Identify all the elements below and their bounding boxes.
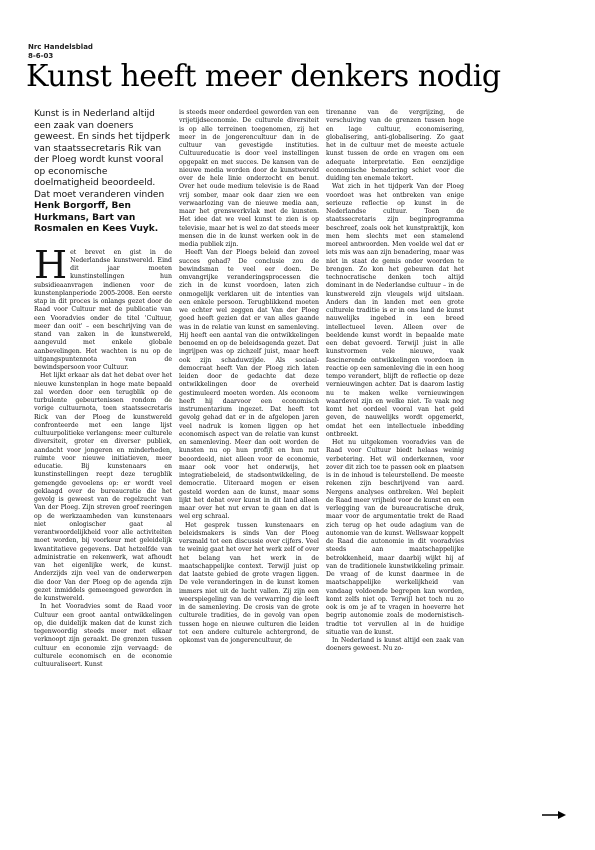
paragraph: In het Vooradvies somt de Raad voor Cultuur een groot aantal ontwikkelingen op, die duidelijk maken dat de kunst zich tegenwoordig steeds meer met elkaar verknoopt zijn geraakt. De grenzen tussen cultuur en economie zijn vervaagd: de culturele economisch en de economie cultuuraliseert. Kunst	[34, 603, 172, 668]
paragraph: Het nu uitgekomen vooradvies van de Raad voor Cultuur biedt helaas weinig verbetering. Het wil onderkennen, voor zover dit zich toe te passen ook en plaatsen is in de inhoud is teleurstellend. De meeste rekenen zijn beschrijvend van aard. Nergens analyses ontbreken. Wel bepleit de Raad meer vrijheid voor de kunst en een verlegging van de bureaucratische druk, maar voor de argumentatie trekt de Raad zich terug op het oude adagium van de autonomie van de kunst. Wellswaar koppelt de Raad die autonomie in dit vooradvies steeds aan maatschappelijke betrokkenheid, maar daarbij wijkt hij af van de traditionele kunstwikkeling primair. De vraag of de kunst daarmee in de maatschappelijke werkelijkheid van vandaag voldoende begrepen kan worden, komt zelfs niet op. Terwijl het toch nu zo ook is om je af te vragen in hoeverre het begrip autonomie zoals de modernistisch-tradtie tot vervullen al in de huidige situatie van de kunst.	[326, 439, 464, 636]
intro-authors: Henk Borgorff, Ben Hurkmans, Bart van Rosmalen en Kees Vuyk.	[34, 201, 159, 234]
intro-body: Kunst is in Nederland altijd een zaak van doeners geweest. En sinds het tijdperk van staatssecretaris Rik van der Ploeg wordt kunst vooral op economische doelmatigheid beoordeeld. Dat moet veranderen vinden	[34, 109, 171, 200]
publication-name: Nrc Handelsblad	[28, 43, 93, 51]
publication-date: 8-6-03	[28, 52, 54, 60]
headline: Kunst heeft meer denkers nodig	[26, 59, 501, 94]
paragraph: Wat zich in het tijdperk Van der Ploeg voordoet was het ontbreken van enige serieuze reflectie op kunst in de Nederlandse cultuur. Toen de staatssecretaris zijn beginprogramma beschreef, zoals ook het kunstpraktijk, kon men hem slechts met een stamelend moreel antwoorden. Men voelde wel dat er iets mis was aan zijn benadering, maar was niet in staat de gemis onder woorden te brengen. Zo kon het gebeuren dat het technocratische denken toch altijd dominant in de Nederlandse cultuur – in de kunstwereld zijn vleugels wijd uitslaan. Anders dan in landen met een grote culturele traditie is er in ons land de kunst nauwelijks ingebed in een breed intellectueel leven. Alleen over de beeldende kunst wordt in bepaalde mate een debat gevoerd. Terwijl juist in alle kunstvormen vele nieuwe, vaak fascinerende ontwikkelingen voordoen in reactie op een samenleving die in een hoog tempo verandert, blijft de reflectie op deze vernieuwingen achter. Dat is daarom lastig nu te maken welke vernieuwingen waardevol zijn en welke niet. Te vaak nog komt het oordeel vooral van het geld geven, de nauwelijks wordt opgemerkt, omdat het een intellectuele inbedding ontbreekt.	[326, 183, 464, 438]
intro-text	[34, 109, 172, 236]
paragraph: Heeft Van der Ploegs beleid dan zoveel succes gehad? De conclusie zou de bewindsman te veel eer doen. De omvangrijke veranderingsprocessen die zich in de kunst voordoen, laten zich onmogelijk verklaren uit de intenties van een enkele persoon. Terugblikkend moeten we echter wel zeggen dat Van der Ploeg goed heeft gezien dat er van alles gaande was in de relatie van kunst en samenleving. Hij heeft een aantal van die ontwikkelingen benoemd en op de beleidsagenda gezet. Dat ingrijpen was op zichzelf juist, maar heeft ook zijn schaduwzijde. Als sociaal-democraat heeft Van der Ploeg zich laten leiden door de gedachte dat deze ontwikkelingen door de overheid gestimuleerd moeten worden. Als econoom heeft hij daarvoor een economisch instrumentarium ingezet. Dat heeft tot gevolg gehad dat er in de afgelopen jaren veel nadruk is komen liggen op het economisch aspect van de relatie van kunst en samenleving. Meer dan ooit worden de kunsten nu op hun profijt en hun nut beoordeeld, niet alleen voor de economie, maar ook voor het onderwijs, het integratiebeleid, de stadsontwikkeling, de democratie. Uiteraard mogen er eisen gesteld worden aan de kunst, maar soms lijkt het debat over kunst in dit land alleen maar over het nut ervan te gaan en dat is wel erg schraal.	[179, 249, 319, 521]
lead-paragraph	[34, 242, 172, 373]
paragraph: Het gesprek tussen kunstenaars en beleidsmakers is sinds Van der Ploeg versmald tot een discussie over cijfers. Veel te weinig gaat het over het werk zelf of over het belang van het werk in de maatschappelijke context. Terwijl juist op dat laatste gebied de grote vragen liggen. De vele veranderingen in de kunst komen immers niet uit de lucht vallen. Zij zijn een weerspiegeling van de verwarring die leeft in de samenleving. De crosis van de grote culturele tradities, de in gevolg van open tussen hoge en nieuwe culturen die leiden tot een andere culturele achtergrond, de opkomst van de jongerencultuur, de	[179, 521, 319, 644]
paragraph: In Nederland is kunst altijd een zaak van doeners geweest. Nu zo-	[326, 637, 464, 653]
article-column-1	[34, 109, 172, 841]
paragraph-text: et brevet en gist in de Nederlandse kunstwereld. Eind dit jaar moeten kunstinstellingen hun subsidieaanvragen indienen voor de kunstenplanperiode 2005-2008. Een eerste stap in dit proces is onlangs gezet door de Raad voor Cultuur met de publicatie van een Vooradvies onder de titel 'Cultuur, meer dan ooit' – een beschrijving van de stand van zaken in de kunstwereld, aangevuld met enkele globale aanbevelingen. Het wachten is nu op de uitgangspuntennota van de bewindspersoon voor Cultuur.	[34, 248, 172, 371]
paragraph: Het lijkt erkaar als dat het debat over het nieuwe kunstenplan in hoge mate bepaald zal worden door een terugblik op de turbulente gebeurtenissen rondom de vorige cultuurnota, toen staatssecretaris Rick van der Ploeg de kunstwereld confronteerde met een lange lijst cultuurpolitieke verlangens: meer culturele diversiteit, groter en diverser publiek, aandacht voor jongeren en minderheden, ruimte voor nieuwe initiatieven, meer educatie. Bij kunstenaars en kunstinstellingen reept deze terugblik gemengde gevoelens op: er wordt veel geklaagd over de bureaucratie die het gevolg is geweest van de regelzucht van Van der Ploeg. Zijn streven groef reeringen op de werkzaamheden van kunstenaars niet onlogischer gaat al verantwoordelijkheid voor alle activiteiten moet worden, bij voorkeur met geleidelijk kwantitatieve gegevens. Dat hetzelfde van administratie en rekenwerk, wat afhoudt van het eigenlijke werk, de kunst. Anderzijds zijn veel van de onderwerpen die door Van der Ploeg op de agenda zijn gezet inmiddels gemeengoed geworden in de kunstwereld.	[34, 372, 172, 602]
article-column-3	[326, 109, 464, 841]
paragraph: tirenanne van de vergrijzing, de verschuiving van de grenzen tussen hoge en lage cultuur, economisering, globalisering, anti-globalisering. Zo gaat het in de cultuur met de meeste actuele kunst tussen de orde en vragen om een adequate interpretatie. Een eenzijdige economische benadering schiet voor die duiding ten enemale tekort.	[326, 109, 464, 182]
drop-cap: H	[34, 242, 68, 287]
paragraph: is steeds meer onderdeel geworden van een vrijetijdseconomie. De culturele diversiteit is op alle terreinen toegenomen, zij het meer in de jongerencultuur dan in de cultuur van gevestigde instituties. Cultuureducatie is door veel instellingen opgepakt en met succes. De kansen van de nieuwe media worden door de kunstwereld over de hele linie onderzocht en benut. Over het oude medium televisie is de Raad vrij somber, maar ook daar zien we een verwaarlozing van de nieuwe media aan, maar het grenswerkvlak met de kunsten. Het idee dat we veel kunst te zien is op televisie, maar het is wel zo dat steeds meer mensen die in de kunst werken ook in de media publiek zijn.	[179, 109, 319, 248]
article-column-2	[179, 109, 319, 841]
continue-arrow-icon	[542, 810, 566, 820]
